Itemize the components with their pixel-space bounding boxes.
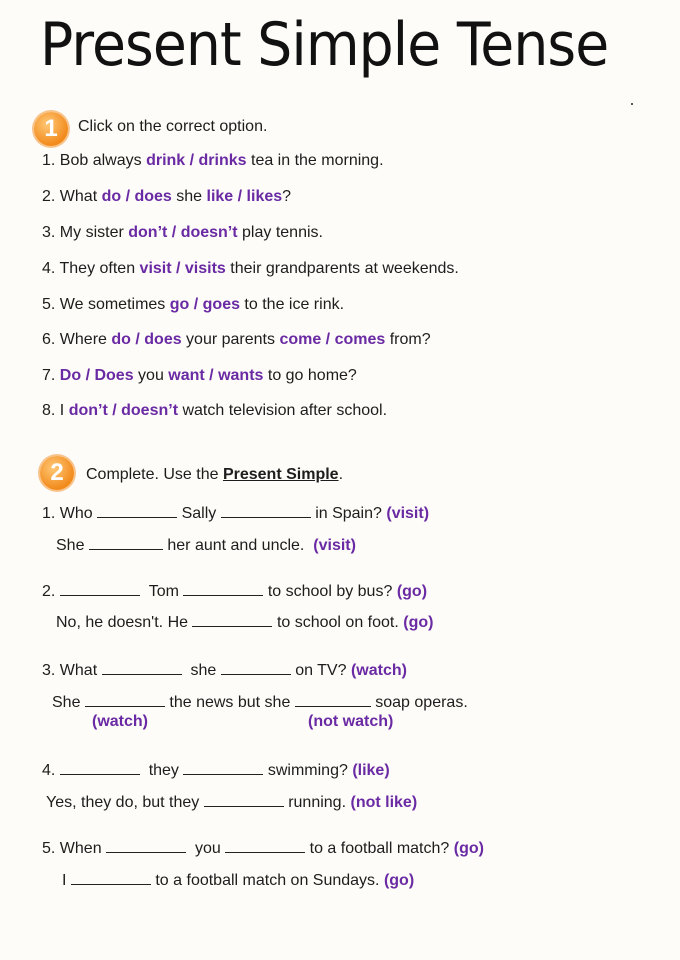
item-text: to go home? xyxy=(263,367,357,384)
q-text: running. xyxy=(288,794,347,811)
q-text: in Spain? xyxy=(315,505,382,522)
item-text: she xyxy=(171,188,207,205)
q-text: 1. Who xyxy=(42,505,93,522)
item-number: 8. xyxy=(42,402,56,419)
answer-blank[interactable] xyxy=(204,792,284,807)
answer-blank[interactable] xyxy=(85,692,165,707)
item-number: 5. xyxy=(42,296,56,313)
option-separator: / xyxy=(233,188,247,205)
exercise-1-item xyxy=(42,367,357,385)
item-text: to the ice rink. xyxy=(239,296,345,313)
q-text: 4. xyxy=(42,762,56,779)
section-1-badge: 1 xyxy=(34,112,68,146)
item-number: 3. xyxy=(42,224,56,241)
option-separator: / xyxy=(321,331,335,348)
page-title: Present Simple Tense xyxy=(40,10,609,80)
answer-blank[interactable] xyxy=(225,838,305,853)
option-separator: / xyxy=(121,188,135,205)
exercise-2-a4 xyxy=(46,792,417,812)
exercise-2-a1 xyxy=(56,535,356,555)
option-choice[interactable]: visit xyxy=(139,260,172,277)
answer-blank[interactable] xyxy=(106,838,186,853)
item-text: you xyxy=(133,367,169,384)
q-text: 5. When xyxy=(42,840,102,857)
exercise-2-q5 xyxy=(42,838,484,858)
q-text: 2. xyxy=(42,583,56,600)
section-2-instruction xyxy=(86,466,343,484)
item-text: watch television after school. xyxy=(178,402,388,419)
exercise-1-item xyxy=(42,260,459,278)
q-text: to a football match on Sundays. xyxy=(155,872,380,889)
exercise-1-item xyxy=(42,152,384,170)
q-text: I xyxy=(62,872,67,889)
option-choice[interactable]: goes xyxy=(202,296,240,313)
item-number: 1. xyxy=(42,152,56,169)
item-text: I xyxy=(59,402,69,419)
exercise-2-a2 xyxy=(56,612,433,632)
item-number: 2. xyxy=(42,188,56,205)
item-text: What xyxy=(59,188,102,205)
q-text: they xyxy=(148,762,179,779)
q-text: soap operas. xyxy=(375,694,468,711)
q-text: 3. What xyxy=(42,662,98,679)
option-separator: / xyxy=(171,260,185,277)
item-text: play tennis. xyxy=(237,224,323,241)
option-choice[interactable]: do xyxy=(111,331,131,348)
answer-blank[interactable] xyxy=(60,760,140,775)
verb-hint: (go) xyxy=(396,583,428,600)
option-choice[interactable]: Do xyxy=(59,367,82,384)
option-choice[interactable]: go xyxy=(169,296,190,313)
verb-hint: (not like) xyxy=(350,794,418,811)
option-separator: / xyxy=(130,331,145,348)
q-text: on TV? xyxy=(295,662,347,679)
answer-blank[interactable] xyxy=(295,692,371,707)
item-number: 4. xyxy=(42,260,56,277)
verb-hint: (go) xyxy=(403,614,434,631)
section-1-instruction: Click on the correct option. xyxy=(78,118,268,135)
verb-hint: (go) xyxy=(453,840,484,857)
exercise-2-q3 xyxy=(42,660,407,680)
item-text: They often xyxy=(59,260,140,277)
answer-blank[interactable] xyxy=(221,503,311,518)
option-separator: / xyxy=(81,367,95,384)
exercise-1-item xyxy=(42,296,344,314)
verb-hint: (visit) xyxy=(386,505,430,522)
item-text: My sister xyxy=(59,224,129,241)
option-choice[interactable]: want xyxy=(168,367,205,384)
answer-blank[interactable] xyxy=(192,612,272,627)
answer-blank[interactable] xyxy=(60,581,140,596)
option-choice[interactable]: come xyxy=(279,331,322,348)
answer-blank[interactable] xyxy=(183,581,263,596)
q-text: the news but she xyxy=(169,694,291,711)
exercise-2-q1 xyxy=(42,503,429,523)
q-text: She xyxy=(52,694,81,711)
exercise-2-a5 xyxy=(62,870,414,890)
item-text: their grandparents at weekends. xyxy=(225,260,459,277)
option-separator: / xyxy=(107,402,122,419)
exercise-1-item xyxy=(42,188,291,206)
item-number: 7. xyxy=(42,367,56,384)
q-text: Sally xyxy=(181,505,217,522)
option-choice[interactable]: drinks xyxy=(198,152,247,169)
option-separator: / xyxy=(185,152,199,169)
option-choice[interactable]: doesn’t xyxy=(180,224,238,241)
item-text: ? xyxy=(282,188,292,205)
instruction-end: . xyxy=(338,466,344,483)
option-choice[interactable]: visits xyxy=(184,260,226,277)
option-choice[interactable]: doesn’t xyxy=(121,402,179,419)
verb-hint: (watch) xyxy=(350,662,407,679)
q-text: swimming? xyxy=(267,762,348,779)
q-text: she xyxy=(190,662,217,679)
q-text: to a football match? xyxy=(309,840,450,857)
verb-hint-not-watch: (not watch) xyxy=(308,713,394,730)
instruction-text: Complete. Use the xyxy=(86,466,223,483)
item-text: Where xyxy=(59,331,112,348)
exercise-2-a3 xyxy=(52,692,468,712)
q-text: She xyxy=(56,537,85,554)
q-text: Tom xyxy=(148,583,179,600)
verb-hint: (go) xyxy=(383,872,415,889)
option-separator: / xyxy=(189,296,203,313)
option-separator: / xyxy=(204,367,219,384)
item-text: from? xyxy=(385,331,431,348)
q-text: her aunt and uncle. xyxy=(167,537,305,554)
section-2-badge: 2 xyxy=(40,456,74,490)
option-choice[interactable]: likes xyxy=(246,188,283,205)
option-choice[interactable]: don’t xyxy=(128,224,168,241)
q-text: No, he doesn't. He xyxy=(56,614,189,631)
q-text: you xyxy=(194,840,221,857)
decorative-dot xyxy=(631,103,633,105)
option-choice[interactable]: does xyxy=(144,331,182,348)
answer-blank[interactable] xyxy=(71,870,151,885)
answer-blank[interactable] xyxy=(89,535,163,550)
answer-blank[interactable] xyxy=(97,503,177,518)
item-text: Bob always xyxy=(59,152,147,169)
option-choice[interactable]: don’t xyxy=(68,402,108,419)
instruction-bold: Present Simple xyxy=(222,466,339,483)
exercise-2-q2 xyxy=(42,581,427,601)
q-text: to school by bus? xyxy=(267,583,393,600)
option-choice[interactable]: wants xyxy=(218,367,264,384)
q-text: to school on foot. xyxy=(276,614,399,631)
exercise-2-q4 xyxy=(42,760,390,780)
item-text: your parents xyxy=(181,331,280,348)
answer-blank[interactable] xyxy=(221,660,291,675)
q-text: Yes, they do, but they xyxy=(46,794,200,811)
option-choice[interactable]: drink xyxy=(146,152,186,169)
option-separator: / xyxy=(167,224,181,241)
verb-hint: (like) xyxy=(352,762,390,779)
exercise-1-item xyxy=(42,331,431,349)
option-choice[interactable]: does xyxy=(134,188,172,205)
option-choice[interactable]: Does xyxy=(94,367,134,384)
item-text: We sometimes xyxy=(59,296,170,313)
answer-blank[interactable] xyxy=(183,760,263,775)
verb-hint: (visit) xyxy=(313,537,356,554)
option-choice[interactable]: comes xyxy=(334,331,386,348)
option-choice[interactable]: like xyxy=(206,188,234,205)
option-choice[interactable]: do xyxy=(101,188,122,205)
item-number: 6. xyxy=(42,331,56,348)
item-text: tea in the morning. xyxy=(246,152,384,169)
verb-hint-watch: (watch) xyxy=(92,713,148,730)
exercise-1-item xyxy=(42,402,387,420)
answer-blank[interactable] xyxy=(102,660,182,675)
exercise-1-item xyxy=(42,224,323,242)
